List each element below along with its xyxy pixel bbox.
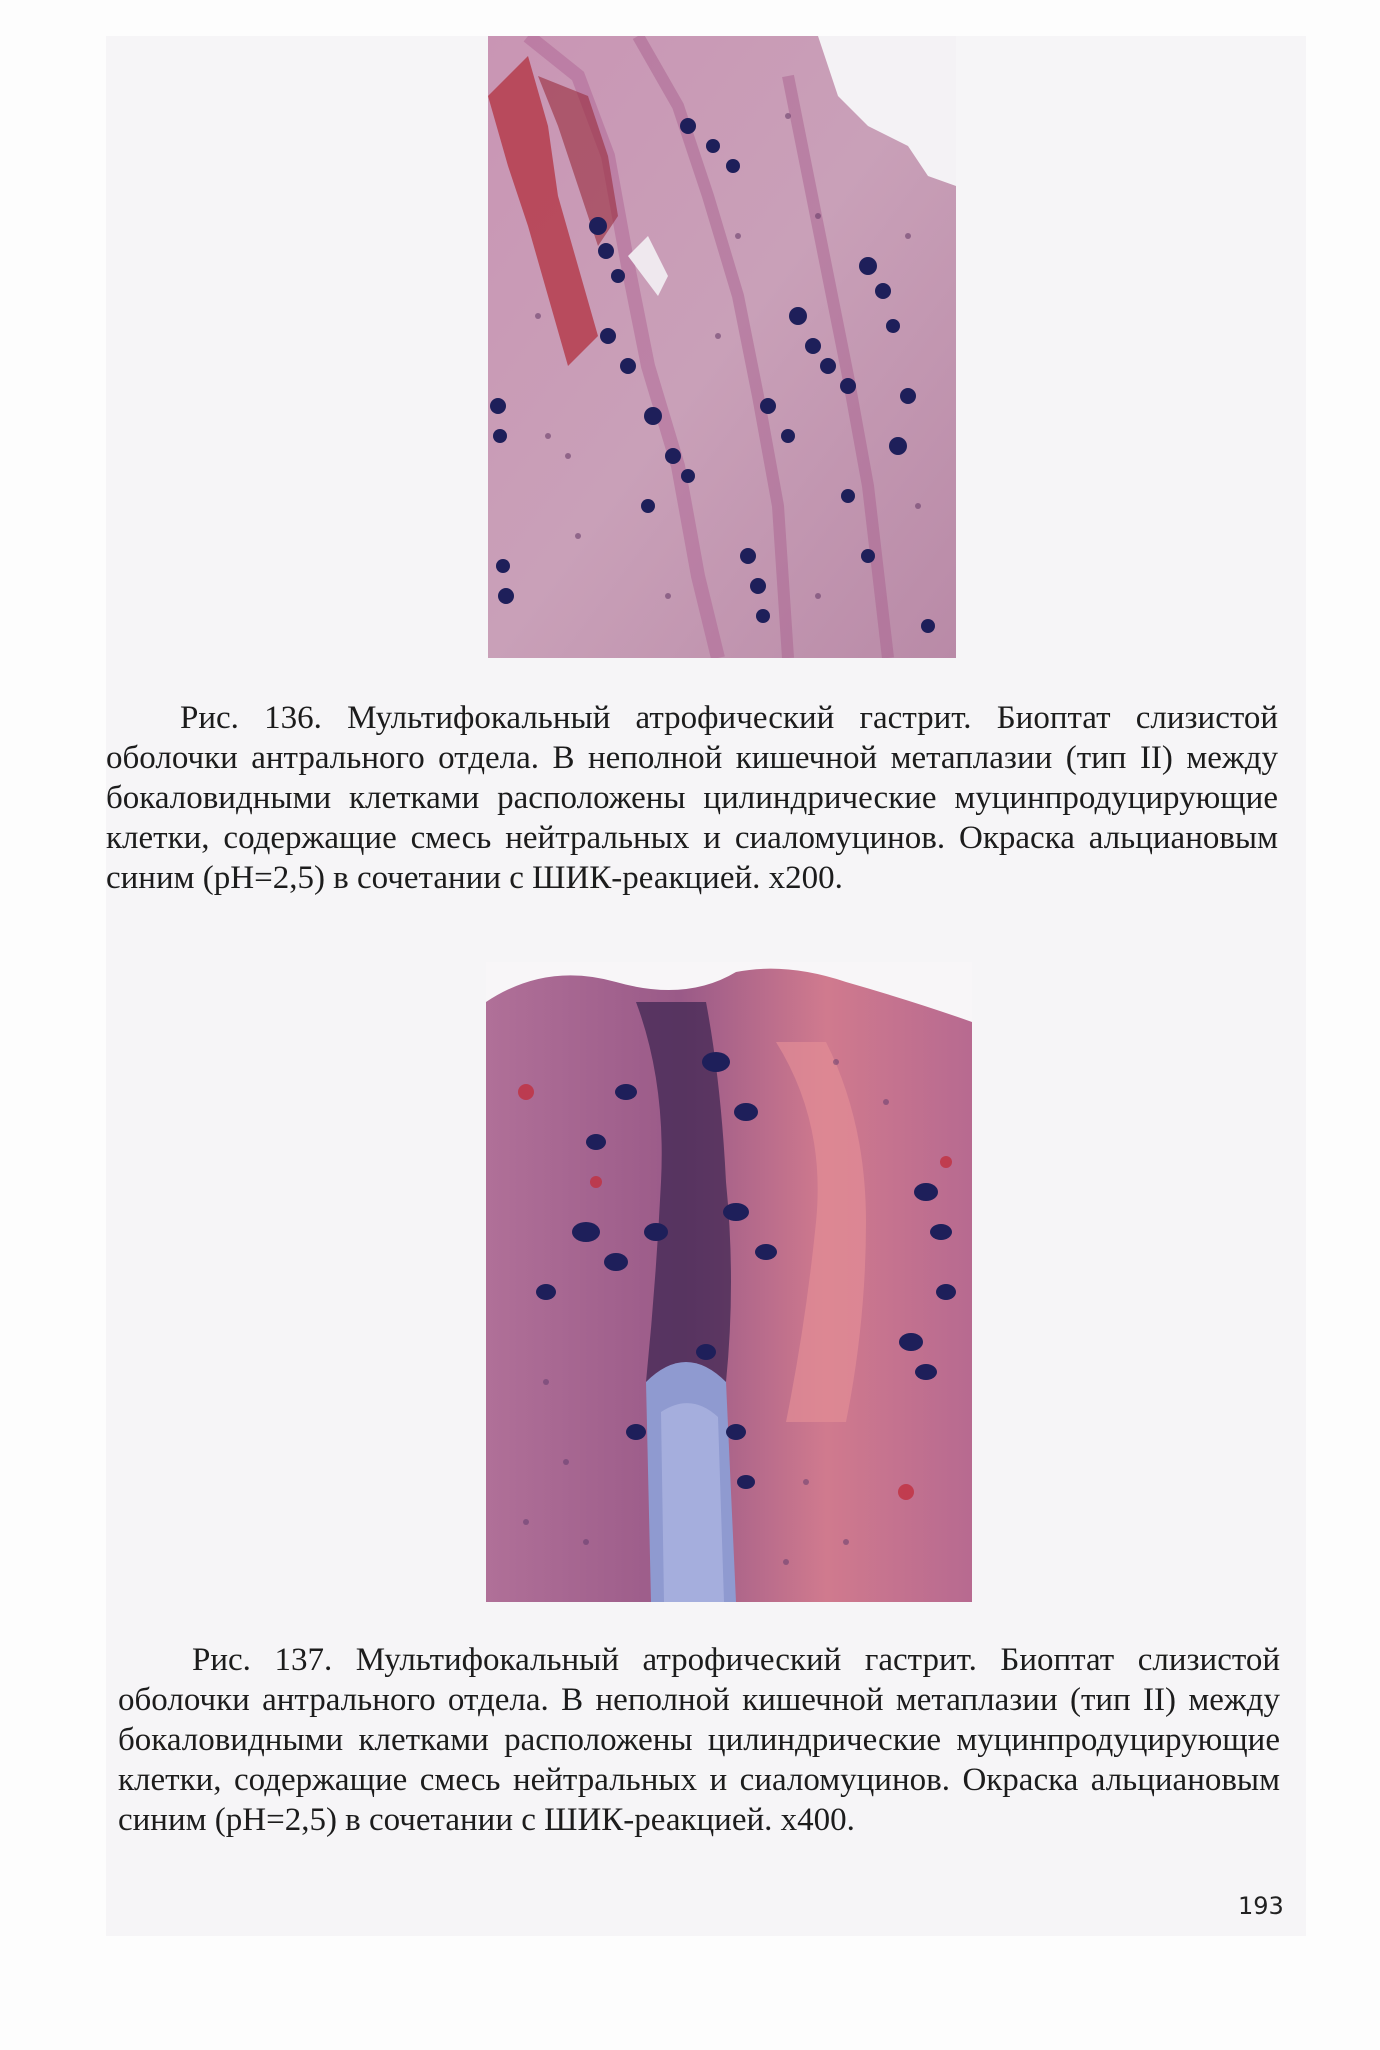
- figure-caption-136: [106, 698, 1278, 898]
- micrograph-image: [486, 962, 972, 1602]
- figure-caption-137: [118, 1640, 1280, 1840]
- caption-text: Рис. 137. Мультифокальный атрофический гастрит. Биоптат слизистой оболочки антрального отдела. В неполной кишечной метаплазии (тип II) между бокаловидными клетками расположены цилиндрические муцинпродуцирующие клетки, содержащие смесь нейтральных и сиаломуцинов. Окраска альциановым синим (рН=2,5) в сочетании с ШИК-реакцией. х400.: [118, 1642, 1280, 1838]
- page-number: 193: [1238, 1892, 1284, 1920]
- micrograph-image: [488, 36, 956, 658]
- micrograph-fig-136: [488, 36, 956, 658]
- caption-text: Рис. 136. Мультифокальный атрофический гастрит. Биоптат слизистой оболочки антрального отдела. В неполной кишечной метаплазии (тип II) между бокаловидными клетками расположены цилиндрические муцинпродуцирующие клетки, содержащие смесь нейтральных и сиаломуцинов. Окраска альциановым синим (рН=2,5) в сочетании с ШИК-реакцией. х200.: [106, 700, 1278, 896]
- micrograph-fig-137: [486, 962, 972, 1602]
